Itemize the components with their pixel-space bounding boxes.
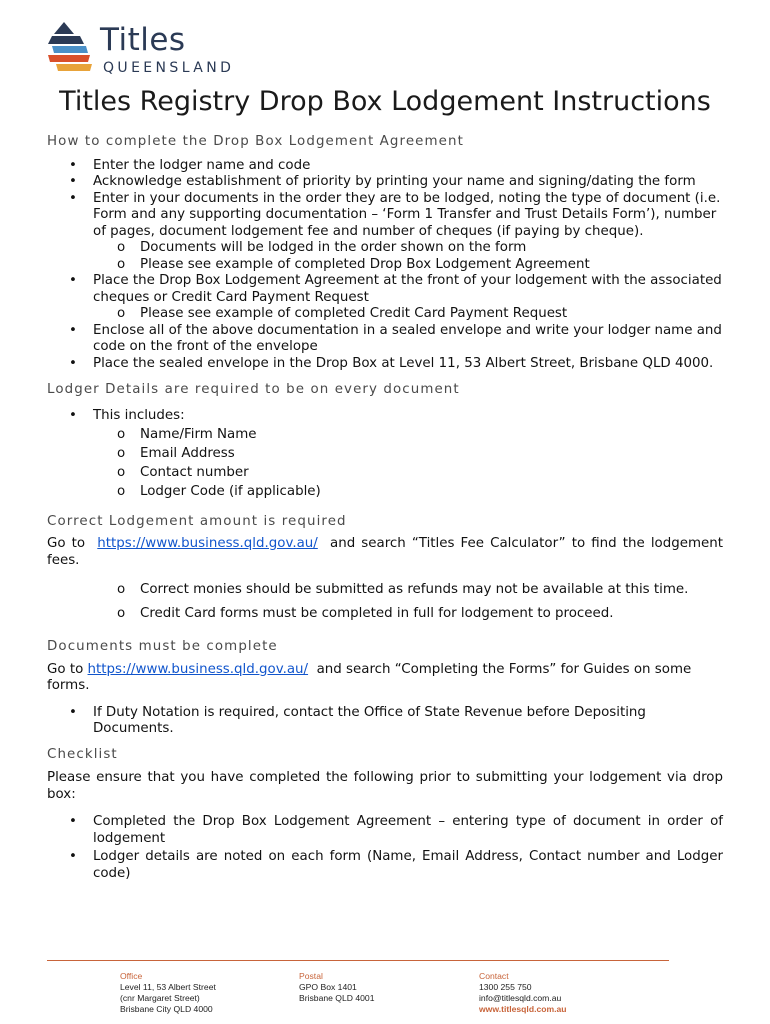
footer-office-line: (cnr Margaret Street) — [120, 993, 200, 1003]
footer-postal-heading: Postal — [299, 971, 323, 981]
paragraph-text: and search “Completing the Forms” for Guides on some forms. — [47, 661, 692, 693]
completing-forms-paragraph — [47, 662, 723, 695]
sub-list-item: o Correct monies should be submitted as refunds may not be available at this time. — [47, 578, 723, 602]
page-title: Titles Registry Drop Box Lodgement Instructions — [59, 86, 711, 117]
lodgement-amount-list — [47, 578, 723, 626]
list-item: • Acknowledge establishment of priority by printing your name and signing/dating the form — [47, 174, 723, 191]
footer-office-line: Brisbane City QLD 4000 — [120, 1004, 213, 1014]
how-to-list — [47, 158, 723, 373]
footer-postal-line: GPO Box 1401 — [299, 982, 357, 992]
checklist-list — [47, 814, 723, 882]
list-item: • Place the Drop Box Lodgement Agreement at the front of your lodgement with the associated cheques or Credit Card Payment Request — [47, 273, 723, 306]
sub-list-item: o Please see example of completed Drop Box Lodgement Agreement — [47, 257, 723, 274]
list-item: • If Duty Notation is required, contact the Office of State Revenue before Depositing Documents. — [47, 705, 723, 738]
footer-office-line: Level 11, 53 Albert Street — [120, 982, 216, 992]
section-heading-lodger-details: Lodger Details are required to be on every document — [47, 382, 460, 397]
list-item: • Lodger details are noted on each form (Name, Email Address, Contact number and Lodger code) — [47, 849, 723, 882]
footer-phone: 1300 255 750 — [479, 982, 532, 992]
sub-list-item: o Email Address — [47, 444, 723, 463]
business-qld-link[interactable]: https://www.business.qld.gov.au/ — [97, 536, 318, 551]
sub-list-item: o Credit Card forms must be completed in full for lodgement to proceed. — [47, 602, 723, 626]
list-item: • Enclose all of the above documentation in a sealed envelope and write your lodger name and code on the front of the envelope — [47, 323, 723, 356]
fee-calculator-paragraph — [47, 536, 723, 569]
list-item: • Completed the Drop Box Lodgement Agreement – entering type of document in order of lodgement — [47, 814, 723, 847]
list-item: • This includes: — [47, 406, 723, 425]
footer-postal — [299, 971, 374, 1004]
sub-list-item: o Contact number — [47, 463, 723, 482]
section-heading-how-to: How to complete the Drop Box Lodgement Agreement — [47, 134, 464, 149]
documents-complete-list — [47, 705, 723, 738]
footer-contact — [479, 971, 567, 1015]
paragraph-text: Go to — [47, 536, 86, 551]
logo-wordmark: Titles — [100, 22, 186, 58]
list-item: • Enter the lodger name and code — [47, 158, 723, 175]
document-body — [47, 134, 723, 882]
footer-divider — [47, 960, 669, 961]
footer-website-link[interactable]: www.titlesqld.com.au — [479, 1004, 567, 1014]
section-heading-checklist: Checklist — [47, 746, 118, 762]
sub-list-item: o Documents will be lodged in the order shown on the form — [47, 240, 723, 257]
sub-list-item: o Name/Firm Name — [47, 425, 723, 444]
paragraph-text: and search “Titles Fee Calculator” to find the lodgement fees. — [47, 536, 723, 568]
logo-subtitle: QUEENSLAND — [103, 60, 235, 76]
business-qld-link[interactable]: https://www.business.qld.gov.au/ — [87, 661, 309, 677]
list-item: • Enter in your documents in the order they are to be lodged, noting the type of document (i.e. Form and any supporting documentation – ‘Form 1 Transfer and Trust Details Form’), number of pages, document lodgement fee and number of cheques (if paying by cheque). — [47, 191, 723, 241]
footer-office — [120, 971, 216, 1015]
logo-mark-icon — [46, 20, 96, 78]
sub-list-item: o Lodger Code (if applicable) — [47, 482, 723, 501]
footer-office-heading: Office — [120, 971, 143, 981]
section-heading-documents-complete: Documents must be complete — [47, 639, 278, 654]
section-heading-lodgement-amount: Correct Lodgement amount is required — [47, 513, 347, 529]
footer-postal-line: Brisbane QLD 4001 — [299, 993, 375, 1003]
checklist-paragraph: Please ensure that you have completed the following prior to submitting your lodgement via drop box: — [47, 770, 723, 802]
list-item: • Place the sealed envelope in the Drop Box at Level 11, 53 Albert Street, Brisbane QLD 4000. — [47, 356, 723, 373]
footer-contact-heading: Contact — [479, 971, 509, 981]
lodger-details-list — [47, 406, 723, 501]
paragraph-text: Go to — [47, 661, 84, 677]
sub-list-item: o Please see example of completed Credit Card Payment Request — [47, 306, 723, 323]
footer-email[interactable]: info@titlesqld.com.au — [479, 993, 562, 1003]
titles-queensland-logo — [46, 20, 266, 80]
